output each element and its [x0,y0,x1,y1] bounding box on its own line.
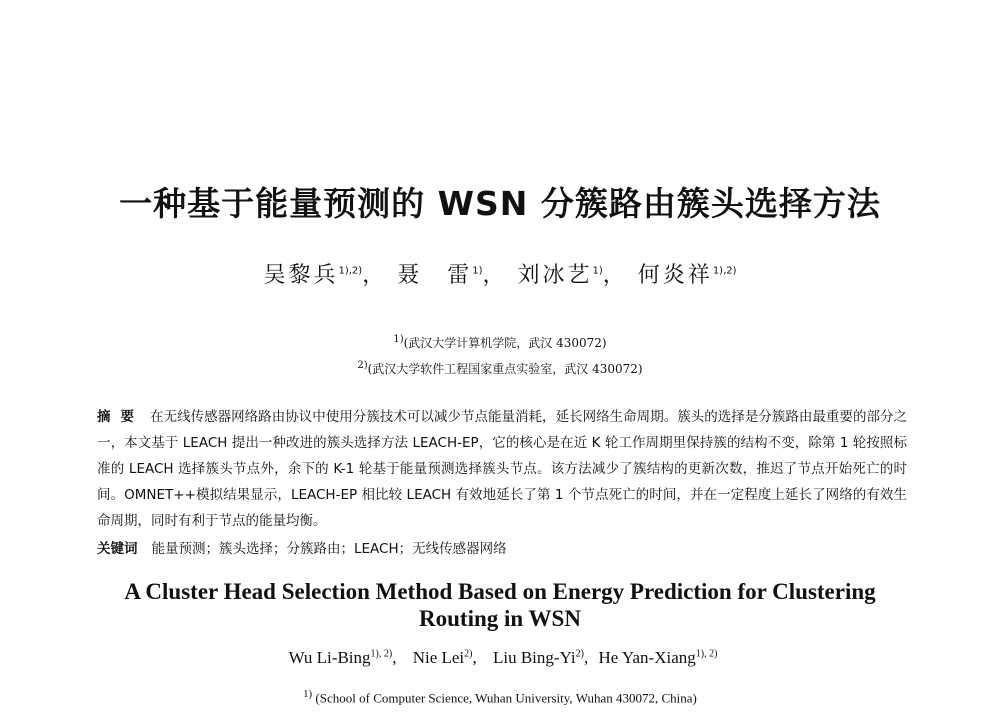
english-affiliation [0,688,1000,706]
author-affiliation-mark: 1), 2) [695,648,718,660]
english-title: A Cluster Head Selection Method Based on Energy Prediction for Clustering Routing in WSN [124,579,876,631]
author-affiliation-mark: 2) [464,648,473,660]
affiliation-mark: 1) [393,334,404,345]
author-separator: ， [482,263,508,288]
abstract-text: 在无线传感器网络路由协议中使用分簇技术可以减少节点能量消耗，延长网络生命周期。簇头的选择是分簇路由最重要的部分之一，本文基于 LEACH 提出一种改进的簇头选择方法 LEACH-EP，它的核心是在近 K 轮工作周期里保持簇的结构不变，除第 1 轮按照标准的 LEACH 选择簇头节点外，余下的 K-1 轮基于能量预测选择簇头节点。该方法减少了簇结构的更新次数，推迟了节点开始死亡的时间。OMNET++模拟结果显示，LEACH-EP 相比较 LEACH 有效地延长了第 1 个节点死亡的时间，并在一定程度上延长了网络的有效生命周期，同时有利于节点的能量均衡。 [97,409,908,529]
author-separator: , [392,648,397,667]
author-entry [598,648,717,667]
keywords [97,537,907,557]
author-affiliation-mark: 1),2) [712,265,737,277]
english-authors [0,648,1000,668]
author-entry [289,648,397,667]
chinese-authors [0,258,1000,289]
author-affiliation-mark: 1) [472,265,483,277]
author-affiliation-mark: 1),2) [338,265,363,277]
author-name: 吴黎兵 [263,263,339,288]
chinese-affiliation [0,334,1000,351]
author-affiliation-mark: 1), 2) [370,648,393,660]
chinese-title: 一种基于能量预测的 WSN 分簇路由簇头选择方法 [119,184,881,223]
keywords-label: 关键词 [97,541,138,557]
author-name: 聂 雷 [397,263,473,288]
affiliation-mark: 2) [357,360,368,371]
author-separator: ， [362,263,388,288]
affiliation-text: (School of Computer Science, Wuhan University, Wuhan 430072, China) [315,690,697,706]
author-name: He Yan-Xiang [598,648,696,667]
author-entry [413,648,477,667]
author-affiliation-mark: 1) [592,265,603,277]
affiliation-text: (武汉大学软件工程国家重点实验室，武汉 430072) [367,362,643,376]
affiliation-mark: 1) [303,688,313,700]
author-name: Liu Bing-Yi [492,648,576,667]
abstract [97,404,907,534]
author-name: Wu Li-Bing [288,648,371,667]
abstract-label: 摘要 [97,409,145,425]
author-entry [493,648,588,667]
author-separator: ， [602,263,628,288]
author-name: Nie Lei [412,648,465,667]
affiliation-text: (武汉大学计算机学院，武汉 430072) [403,336,607,350]
author-name: 何炎祥 [637,263,713,288]
author-affiliation-mark: 2) [575,648,584,660]
author-separator: , [583,648,589,667]
author-name: 刘冰艺 [517,263,593,288]
keywords-text: 能量预测；簇头选择；分簇路由；LEACH；无线传感器网络 [151,541,507,557]
author-separator: , [472,648,477,667]
chinese-affiliation [0,360,1000,377]
